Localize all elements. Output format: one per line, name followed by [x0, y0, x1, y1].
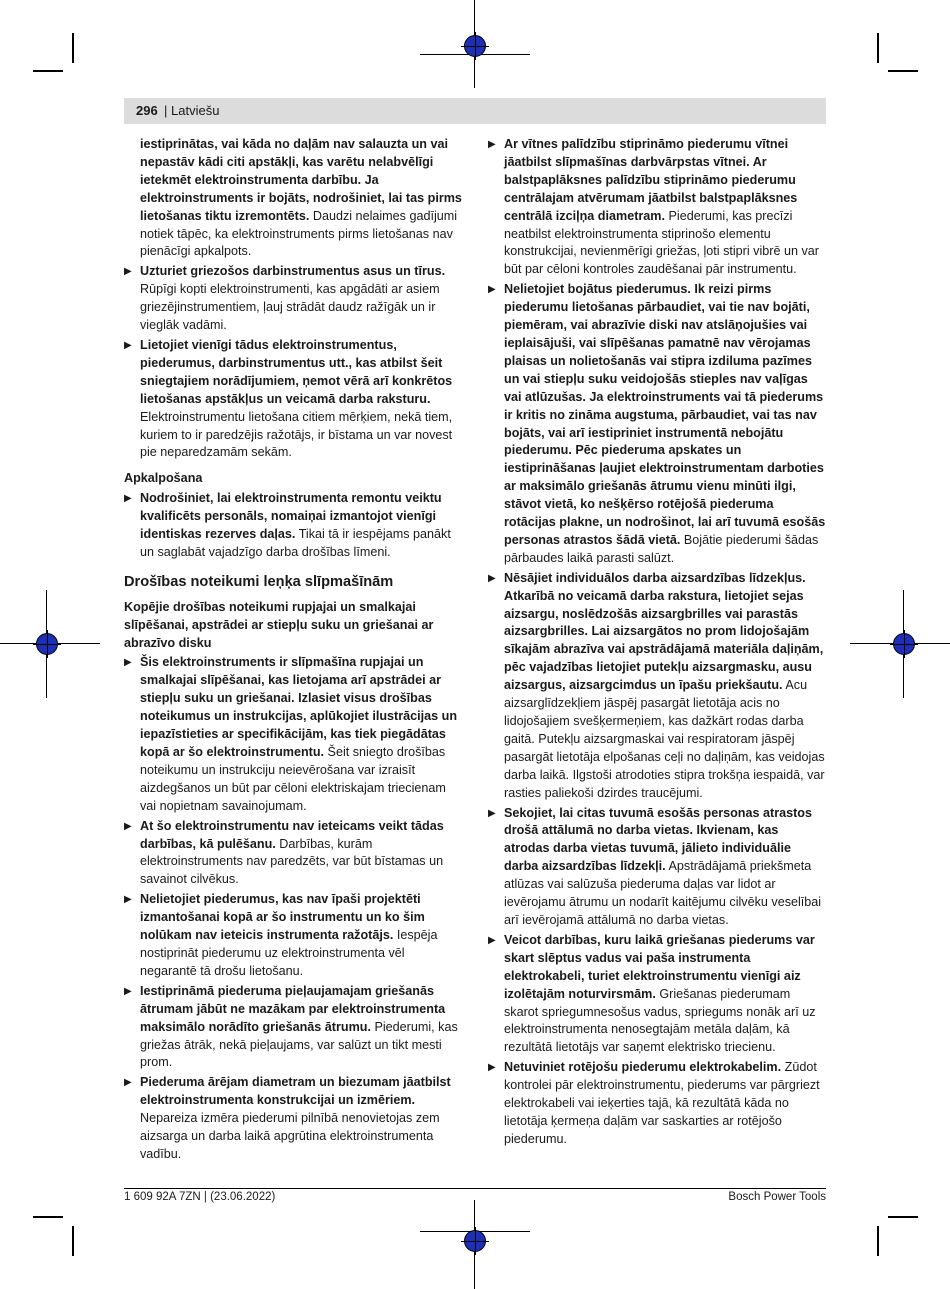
bold-text: Uzturiet griezošos darbinstrumentus asus un tīrus.	[140, 264, 446, 279]
triangle-bullet-icon: ▶	[124, 339, 132, 351]
crop-mark	[877, 1226, 879, 1256]
bold-text: Iestiprināmā piederuma pieļaujamajam griešanās ātrumam jābūt ne mazākam par elektroinstrumenta maksimālo norādīto griešanās ātrumu.	[140, 983, 446, 1034]
list-item	[124, 983, 462, 1073]
continued-paragraph	[124, 136, 462, 261]
normal-text: Elektroinstrumentu lietošana citiem mērķiem, nekā tiem, kuriem to ir paredzējis ražotājs, ir bīstama un var novest pie neparedzamām sekām.	[140, 409, 453, 460]
bold-text: Lietojiet vienīgi tādus elektroinstrumentus, piederumus, darbinstrumentus utt., kas atbilst šeit sniegtajiem norādījumiem, ņemot vērā arī konkrētos lietošanas apstākļus un veicamā darba raksturu.	[140, 337, 453, 406]
normal-text: Griešanas piederumam skarot spriegumnesošus vadus, spriegums nonāk arī uz elektroinstrumenta nenosegtajām metāla daļām, kā rezultātā lietotājs var saņemt elektrisko triecienu.	[504, 986, 816, 1055]
registration-mark-icon	[36, 633, 58, 655]
normal-text: Piederumi, kas precīzi neatbilst elektroinstrumenta stiprinošo elementu konstrukcijai, nevienmērīgi griežas, ļoti stipri vibrē un var būt par cēloni kontroles zaudēšanai pār instrumentu.	[504, 208, 819, 277]
bold-text: iestiprinātas, vai kāda no daļām nav salauzta un vai nepastāv kādi citi apstākļi, kas varētu nelabvēlīgi ietekmēt elektroinstrumenta darbību. Ja elektroinstruments ir bojāts, nodrošiniet, lai tas pirms lietošanas tiktu izremontēts.	[140, 137, 462, 223]
list-item	[124, 891, 462, 981]
page-number: 296	[136, 103, 158, 118]
triangle-bullet-icon: ▶	[488, 139, 496, 150]
header-language: Latviešu	[171, 103, 220, 118]
registration-mark-icon	[464, 35, 486, 57]
list-item	[488, 281, 826, 568]
triangle-bullet-icon: ▶	[488, 572, 496, 584]
triangle-bullet-icon: ▶	[124, 985, 132, 997]
registration-mark-icon	[893, 633, 915, 655]
header-separator: |	[164, 103, 168, 118]
crop-mark	[72, 1226, 74, 1256]
normal-text: Šeit sniegto drošības noteikumu un instrukciju neievērošana var izraisīt aizdegšanos un būt par cēloni elektriskajam triecienam vai nopietnam savainojumam.	[140, 745, 446, 813]
bold-text: At šo elektroinstrumentu nav ieteicams veikt tādas darbības, kā pulēšanu.	[140, 818, 444, 851]
section-intro: Kopējie drošības noteikumi rupjajai un smalkajai slīpēšanai, apstrādei ar stiepļu suku un griešanai ar abrazīvo disku	[124, 599, 434, 650]
triangle-bullet-icon: ▶	[488, 807, 496, 819]
list-item	[124, 654, 462, 815]
crop-mark	[72, 33, 74, 63]
list-item	[488, 136, 826, 279]
list-item	[488, 570, 826, 803]
list-item	[124, 818, 462, 890]
list-item	[488, 1059, 826, 1149]
bold-text: Šis elektroinstruments ir slīpmašīna rupjajai un smalkajai slīpēšanai, kas lietojama arī apstrādei ar stiepļu suku un griešanai. Izlasiet visus drošības noteikumus un instrukcijas, aplūkojiet ilustrācijas un iepazīstieties ar specifikācijām, kas tiek piegādātas kopā ar šo elektroinstrumentu.	[140, 655, 458, 759]
list-item	[124, 263, 462, 335]
crop-mark	[888, 1216, 918, 1218]
subheading-apkalposana: Apkalpošana	[124, 471, 203, 486]
normal-text: Acu aizsarglīdzekļiem jāspēj pasargāt lietotāja acis no lidojošajiem svešķermeņiem, kas dažkārt rodas darba gaitā. Putekļu aizsargmaskai vai respiratoram jāspēj pasargāt lietotāja elpošanas ceļi no daļiņām, kas veidojas darba laikā. Ilgstoši atrodoties stipra trokšņa iespaidā, var rasties paliekoši dzirdes traucējumi.	[504, 678, 825, 800]
list-item	[124, 337, 462, 462]
triangle-bullet-icon: ▶	[124, 266, 132, 278]
triangle-bullet-icon: ▶	[124, 657, 132, 669]
bold-text: Nēsājiet individuālos darba aizsardzības līdzekļus. Atkarībā no veicamā darba rakstura, lietojiet sejas aizsargu, noslēdzošās aizsargbrilles vai parastās aizsargbrilles. Lai aizsargātos no prom lidojošajām sīkajām abrazīva vai apstrādājamā materiāla daļiņām, pēc vajadzības lietojiet putekļu aizsargmasku, ausu aizsargus, aizsargcimdus un īpašu priekšautu.	[504, 570, 824, 693]
list-item	[488, 932, 826, 1057]
section-heading: Drošības noteikumi leņķa slīpmašīnām	[124, 573, 394, 590]
list-item	[124, 490, 462, 562]
footer-divider	[124, 1188, 826, 1189]
normal-text: Tikai tā ir iespējams panākt un saglabāt vajadzīgo darba drošības līmeni.	[140, 527, 451, 559]
bold-text: Netuviniet rotējošu piederumu elektrokabelim.	[504, 1060, 782, 1075]
triangle-bullet-icon: ▶	[124, 1077, 132, 1089]
normal-text: Apstrādājamā priekšmeta atlūzas vai salūzuša piederuma daļas var lidot ar ievērojamu ātrumu un nodarīt kaitējumu cilvēku veselībai arī ievērojamā attālumā no darba vietas.	[504, 859, 822, 927]
list-item	[488, 805, 826, 930]
triangle-bullet-icon: ▶	[488, 934, 496, 946]
left-column	[124, 136, 462, 1164]
bold-text: Ar vītnes palīdzību stiprināmo piederumu vītnei jāatbilst slīpmašīnas darbvārpstas vītnei. Ar balstpaplāksnes palīdzību stiprināmo piederumu centrālajam atvērumam jāatbilst balstpaplāksnes centrālā izciļņa diametram.	[504, 137, 798, 223]
crop-mark	[33, 70, 63, 72]
bold-text: Nodrošiniet, lai elektroinstrumenta remontu veiktu kvalificēts personāls, nomaiņai izmantojot vienīgi identiskas rezerves daļas.	[140, 491, 442, 542]
triangle-bullet-icon: ▶	[124, 894, 132, 906]
normal-text: Iespēja nostiprināt piederumu uz elektroinstrumenta vēl negarantē tā drošu lietošanu.	[140, 928, 438, 978]
right-column	[488, 136, 826, 1149]
bold-text: Piederuma ārējam diametram un biezumam jāatbilst elektroinstrumenta konstrukcijai un izmēriem.	[140, 1075, 451, 1108]
triangle-bullet-icon: ▶	[124, 820, 132, 832]
footer-brand: Bosch Power Tools	[728, 1191, 826, 1203]
normal-text: Darbības, kurām elektroinstruments nav paredzēts, var būt bīstamas un savainot cilvēkus.	[140, 836, 444, 887]
bold-text: Veicot darbības, kuru laikā griešanas piederums var skart slēptus vadus vai paša instrumenta elektrokabeli, turiet elektroinstrumentu vienīgi aiz izolētajām noturvirsmām.	[504, 932, 815, 1001]
triangle-bullet-icon: ▶	[488, 1062, 496, 1074]
crop-mark	[888, 70, 918, 72]
bold-text: Nelietojiet bojātus piederumus. Ik reizi pirms piederumu lietošanas pārbaudiet, vai tie nav bojāti, piemēram, vai abrazīvie diski nav atslāņojušies vai ieplaisājuši, vai slīpēšanas pamatnē nav vērojamas plaisas un nolietošanās vai stipra izdiluma pazīmes un vai stiepļu suku veidojošās stieples nav vaļīgas vai atlūzušas. Ja elektroinstruments vai tā piederums ir kritis no zināma augstuma, pārbaudiet, vai tas nav bojāts, vai arī iestipriniet instrumentā nebojātu piederumu. Pēc piederuma apskates un iestiprināšanas ļaujiet elektroinstrumentam darboties ar maksimālo griešanās ātrumu vienu minūti ilgi, stāvot vietā, ko nešķērso rotējošā piederuma rotācijas plakne, un nodrošinot, lai arī tuvumā esošās personas atrastos šādā vietā.	[504, 282, 826, 547]
footer-document-id: 1 609 92A 7ZN | (23.06.2022)	[124, 1191, 276, 1203]
bold-text: Nelietojiet piederumus, kas nav īpaši projektēti izmantošanai kopā ar šo instrumentu un ko šim nolūkam nav ieteicis instrumenta ražotājs.	[140, 892, 425, 943]
normal-text: Nepareiza izmēra piederumi pilnībā nenovietojas zem aizsarga un darba laikā apgrūtina elektroinstrumenta vadību.	[140, 1111, 440, 1161]
bold-text: Sekojiet, lai citas tuvumā esošās personas atrastos drošā attālumā no darba vietas. Ikvienam, kas atrodas darba vietas tuvumā, jālieto individuālie darba aizsardzības līdzekļi.	[504, 805, 812, 874]
registration-mark-icon	[464, 1230, 486, 1252]
normal-text: Piederumi, kas griežas ātrāk, nekā pieļaujams, var salūzt un tikt mesti prom.	[140, 1019, 458, 1070]
triangle-bullet-icon: ▶	[488, 284, 496, 296]
normal-text: Daudzi nelaimes gadījumi notiek tāpēc, ka elektroinstruments pirms lietošanas nav pienācīgi apkalpots.	[140, 208, 458, 259]
list-item	[124, 1074, 462, 1164]
normal-text: Bojātie piederumi šādas pārbaudes laikā parasti salūzt.	[504, 532, 819, 565]
triangle-bullet-icon: ▶	[124, 493, 132, 505]
page-header	[124, 98, 826, 124]
normal-text: Rūpīgi kopti elektroinstrumenti, kas apgādāti ar asiem griezējinstrumentiem, ļauj strādāt daudz ražīgāk un ir vieglāk vadāmi.	[140, 282, 440, 333]
normal-text: Zūdot kontrolei pār elektroinstrumentu, piederums var pārgriezt elektrokabeli vai ieķerties tajā, kā rezultātā kāda no lietotāja ķermeņa daļām var saskarties ar rotējošo piederumu.	[504, 1060, 820, 1146]
crop-mark	[877, 33, 879, 63]
crop-mark	[33, 1216, 63, 1218]
